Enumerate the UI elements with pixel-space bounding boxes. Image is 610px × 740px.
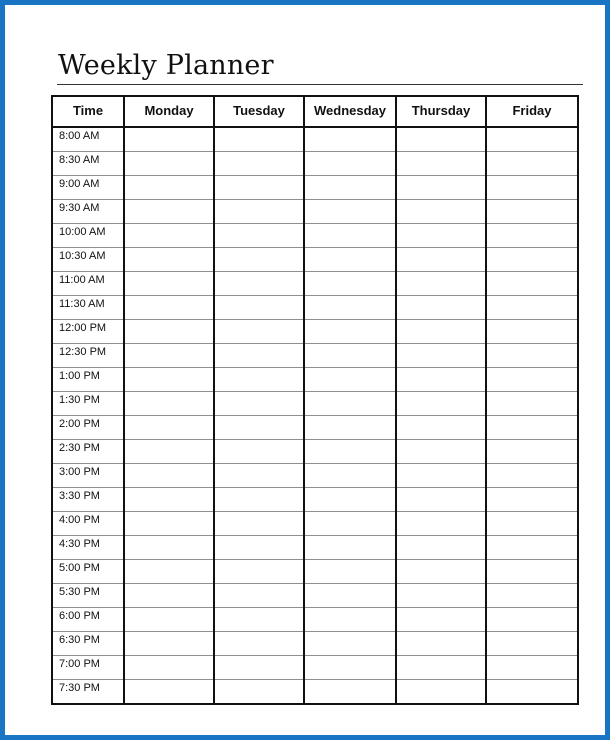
entry-cell-thursday[interactable] <box>396 416 486 440</box>
table-row <box>52 536 578 560</box>
table-row <box>52 152 578 176</box>
time-slot-label: 1:00 PM <box>52 368 124 392</box>
title-underline <box>57 84 583 85</box>
entry-cell-tuesday[interactable] <box>214 440 304 464</box>
time-slot-label: 2:30 PM <box>52 440 124 464</box>
entry-cell-thursday[interactable] <box>396 368 486 392</box>
entry-cell-wednesday[interactable] <box>304 368 396 392</box>
entry-cell-tuesday[interactable] <box>214 416 304 440</box>
entry-cell-tuesday[interactable] <box>214 584 304 608</box>
entry-cell-tuesday[interactable] <box>214 127 304 152</box>
entry-cell-monday[interactable] <box>124 512 214 536</box>
entry-cell-monday[interactable] <box>124 584 214 608</box>
entry-cell-wednesday[interactable] <box>304 344 396 368</box>
entry-cell-friday[interactable] <box>486 488 578 512</box>
time-slot-label: 10:30 AM <box>52 248 124 272</box>
entry-cell-wednesday[interactable] <box>304 176 396 200</box>
table-row <box>52 176 578 200</box>
entry-cell-thursday[interactable] <box>396 344 486 368</box>
entry-cell-monday[interactable] <box>124 416 214 440</box>
table-row <box>52 488 578 512</box>
table-row <box>52 392 578 416</box>
entry-cell-monday[interactable] <box>124 680 214 705</box>
entry-cell-monday[interactable] <box>124 127 214 152</box>
time-slot-label: 5:00 PM <box>52 560 124 584</box>
entry-cell-wednesday[interactable] <box>304 464 396 488</box>
entry-cell-thursday[interactable] <box>396 224 486 248</box>
entry-cell-thursday[interactable] <box>396 127 486 152</box>
entry-cell-friday[interactable] <box>486 272 578 296</box>
table-row <box>52 127 578 152</box>
entry-cell-monday[interactable] <box>124 464 214 488</box>
entry-cell-tuesday[interactable] <box>214 608 304 632</box>
entry-cell-thursday[interactable] <box>396 272 486 296</box>
time-slot-label: 6:00 PM <box>52 608 124 632</box>
column-header-wednesday: Wednesday <box>304 96 396 127</box>
entry-cell-friday[interactable] <box>486 440 578 464</box>
table-row <box>52 656 578 680</box>
table-row <box>52 248 578 272</box>
entry-cell-monday[interactable] <box>124 320 214 344</box>
entry-cell-tuesday[interactable] <box>214 464 304 488</box>
entry-cell-tuesday[interactable] <box>214 488 304 512</box>
entry-cell-wednesday[interactable] <box>304 224 396 248</box>
entry-cell-thursday[interactable] <box>396 152 486 176</box>
entry-cell-monday[interactable] <box>124 632 214 656</box>
entry-cell-monday[interactable] <box>124 272 214 296</box>
table-row <box>52 344 578 368</box>
entry-cell-friday[interactable] <box>486 416 578 440</box>
entry-cell-thursday[interactable] <box>396 512 486 536</box>
entry-cell-thursday[interactable] <box>396 584 486 608</box>
entry-cell-thursday[interactable] <box>396 320 486 344</box>
table-row <box>52 416 578 440</box>
entry-cell-thursday[interactable] <box>396 440 486 464</box>
time-slot-label: 12:30 PM <box>52 344 124 368</box>
entry-cell-wednesday[interactable] <box>304 152 396 176</box>
column-header-monday: Monday <box>124 96 214 127</box>
entry-cell-tuesday[interactable] <box>214 680 304 705</box>
entry-cell-thursday[interactable] <box>396 536 486 560</box>
entry-cell-tuesday[interactable] <box>214 368 304 392</box>
entry-cell-wednesday[interactable] <box>304 680 396 705</box>
entry-cell-thursday[interactable] <box>396 296 486 320</box>
table-row <box>52 512 578 536</box>
table-row <box>52 464 578 488</box>
entry-cell-tuesday[interactable] <box>214 152 304 176</box>
entry-cell-monday[interactable] <box>124 176 214 200</box>
entry-cell-tuesday[interactable] <box>214 296 304 320</box>
entry-cell-wednesday[interactable] <box>304 440 396 464</box>
entry-cell-tuesday[interactable] <box>214 224 304 248</box>
entry-cell-tuesday[interactable] <box>214 536 304 560</box>
entry-cell-friday[interactable] <box>486 512 578 536</box>
time-slot-label: 7:00 PM <box>52 656 124 680</box>
entry-cell-wednesday[interactable] <box>304 560 396 584</box>
entry-cell-friday[interactable] <box>486 656 578 680</box>
table-row <box>52 584 578 608</box>
table-row <box>52 560 578 584</box>
entry-cell-wednesday[interactable] <box>304 608 396 632</box>
entry-cell-wednesday[interactable] <box>304 127 396 152</box>
column-header-tuesday: Tuesday <box>214 96 304 127</box>
entry-cell-monday[interactable] <box>124 488 214 512</box>
entry-cell-tuesday[interactable] <box>214 320 304 344</box>
entry-cell-wednesday[interactable] <box>304 536 396 560</box>
entry-cell-friday[interactable] <box>486 536 578 560</box>
table-row <box>52 680 578 705</box>
entry-cell-wednesday[interactable] <box>304 488 396 512</box>
entry-cell-thursday[interactable] <box>396 176 486 200</box>
table-row <box>52 200 578 224</box>
entry-cell-thursday[interactable] <box>396 656 486 680</box>
entry-cell-tuesday[interactable] <box>214 176 304 200</box>
entry-cell-monday[interactable] <box>124 656 214 680</box>
entry-cell-monday[interactable] <box>124 608 214 632</box>
entry-cell-monday[interactable] <box>124 536 214 560</box>
entry-cell-monday[interactable] <box>124 392 214 416</box>
entry-cell-friday[interactable] <box>486 560 578 584</box>
time-slot-label: 9:30 AM <box>52 200 124 224</box>
entry-cell-thursday[interactable] <box>396 248 486 272</box>
time-slot-label: 2:00 PM <box>52 416 124 440</box>
entry-cell-wednesday[interactable] <box>304 632 396 656</box>
entry-cell-thursday[interactable] <box>396 608 486 632</box>
entry-cell-friday[interactable] <box>486 632 578 656</box>
time-slot-label: 7:30 PM <box>52 680 124 705</box>
planner-body <box>52 127 578 704</box>
entry-cell-monday[interactable] <box>124 224 214 248</box>
entry-cell-monday[interactable] <box>124 368 214 392</box>
entry-cell-friday[interactable] <box>486 368 578 392</box>
entry-cell-thursday[interactable] <box>396 464 486 488</box>
entry-cell-wednesday[interactable] <box>304 272 396 296</box>
entry-cell-wednesday[interactable] <box>304 416 396 440</box>
time-slot-label: 11:30 AM <box>52 296 124 320</box>
time-slot-label: 6:30 PM <box>52 632 124 656</box>
time-slot-label: 10:00 AM <box>52 224 124 248</box>
entry-cell-thursday[interactable] <box>396 560 486 584</box>
column-header-friday: Friday <box>486 96 578 127</box>
time-slot-label: 3:30 PM <box>52 488 124 512</box>
entry-cell-tuesday[interactable] <box>214 392 304 416</box>
time-slot-label: 12:00 PM <box>52 320 124 344</box>
entry-cell-monday[interactable] <box>124 200 214 224</box>
entry-cell-friday[interactable] <box>486 584 578 608</box>
entry-cell-wednesday[interactable] <box>304 584 396 608</box>
page-title: Weekly Planner <box>58 50 274 81</box>
entry-cell-wednesday[interactable] <box>304 200 396 224</box>
entry-cell-wednesday[interactable] <box>304 296 396 320</box>
entry-cell-friday[interactable] <box>486 248 578 272</box>
entry-cell-thursday[interactable] <box>396 488 486 512</box>
time-slot-label: 1:30 PM <box>52 392 124 416</box>
entry-cell-wednesday[interactable] <box>304 320 396 344</box>
table-row <box>52 296 578 320</box>
entry-cell-monday[interactable] <box>124 296 214 320</box>
entry-cell-wednesday[interactable] <box>304 248 396 272</box>
entry-cell-tuesday[interactable] <box>214 512 304 536</box>
time-slot-label: 3:00 PM <box>52 464 124 488</box>
entry-cell-thursday[interactable] <box>396 632 486 656</box>
entry-cell-tuesday[interactable] <box>214 344 304 368</box>
entry-cell-friday[interactable] <box>486 176 578 200</box>
entry-cell-thursday[interactable] <box>396 200 486 224</box>
entry-cell-friday[interactable] <box>486 127 578 152</box>
entry-cell-wednesday[interactable] <box>304 392 396 416</box>
entry-cell-friday[interactable] <box>486 320 578 344</box>
entry-cell-friday[interactable] <box>486 392 578 416</box>
time-slot-label: 4:00 PM <box>52 512 124 536</box>
entry-cell-tuesday[interactable] <box>214 248 304 272</box>
entry-cell-wednesday[interactable] <box>304 656 396 680</box>
table-row <box>52 608 578 632</box>
table-row <box>52 368 578 392</box>
entry-cell-tuesday[interactable] <box>214 632 304 656</box>
entry-cell-friday[interactable] <box>486 296 578 320</box>
column-header-time: Time <box>52 96 124 127</box>
entry-cell-monday[interactable] <box>124 152 214 176</box>
entry-cell-monday[interactable] <box>124 560 214 584</box>
column-header-thursday: Thursday <box>396 96 486 127</box>
planner-table <box>51 95 579 705</box>
table-row <box>52 632 578 656</box>
entry-cell-friday[interactable] <box>486 680 578 705</box>
time-slot-label: 8:30 AM <box>52 152 124 176</box>
time-slot-label: 9:00 AM <box>52 176 124 200</box>
entry-cell-friday[interactable] <box>486 344 578 368</box>
time-slot-label: 11:00 AM <box>52 272 124 296</box>
entry-cell-monday[interactable] <box>124 248 214 272</box>
time-slot-label: 5:30 PM <box>52 584 124 608</box>
entry-cell-monday[interactable] <box>124 440 214 464</box>
entry-cell-friday[interactable] <box>486 608 578 632</box>
entry-cell-tuesday[interactable] <box>214 272 304 296</box>
entry-cell-tuesday[interactable] <box>214 656 304 680</box>
entry-cell-wednesday[interactable] <box>304 512 396 536</box>
entry-cell-friday[interactable] <box>486 152 578 176</box>
entry-cell-thursday[interactable] <box>396 680 486 705</box>
table-row <box>52 440 578 464</box>
entry-cell-tuesday[interactable] <box>214 560 304 584</box>
time-slot-label: 4:30 PM <box>52 536 124 560</box>
entry-cell-friday[interactable] <box>486 464 578 488</box>
entry-cell-thursday[interactable] <box>396 392 486 416</box>
entry-cell-monday[interactable] <box>124 344 214 368</box>
table-row <box>52 272 578 296</box>
header-row <box>52 96 578 127</box>
table-row <box>52 224 578 248</box>
entry-cell-tuesday[interactable] <box>214 200 304 224</box>
entry-cell-friday[interactable] <box>486 200 578 224</box>
table-row <box>52 320 578 344</box>
time-slot-label: 8:00 AM <box>52 127 124 152</box>
entry-cell-friday[interactable] <box>486 224 578 248</box>
